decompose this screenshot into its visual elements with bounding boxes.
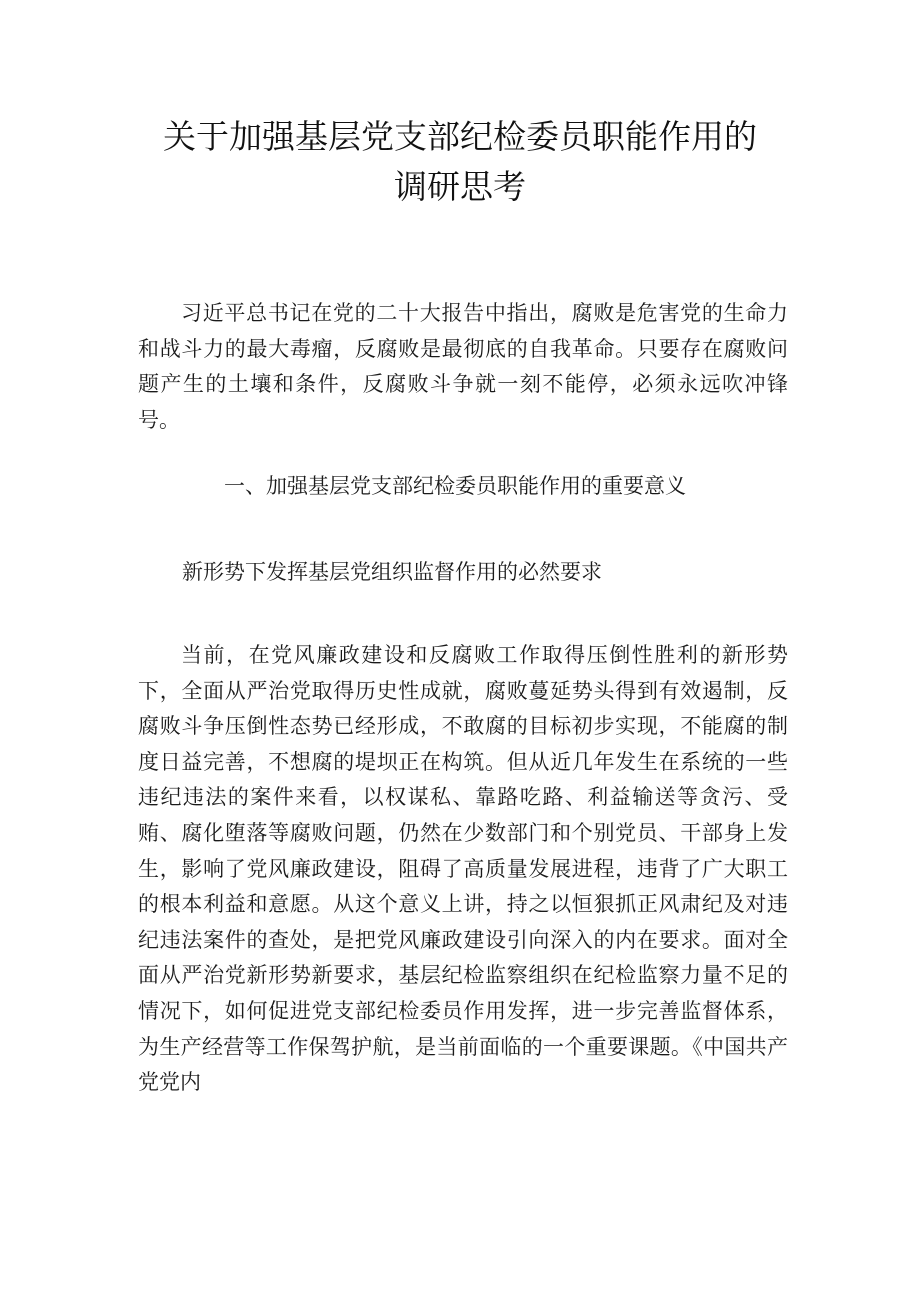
- document-title-line-1: 关于加强基层党支部纪检委员职能作用的: [163, 117, 757, 156]
- intro-paragraph: 习近平总书记在党的二十大报告中指出，腐败是危害党的生命力和战斗力的最大毒瘤，反腐败是最彻底的自我革命。只要存在腐败问题产生的土壤和条件，反腐败斗争就一刻不能停，必须永远吹冲锋号。: [138, 301, 788, 432]
- document-title-line-2: 调研思考: [394, 167, 526, 206]
- body-paragraph: 当前，在党风廉政建设和反腐败工作取得压倒性胜利的新形势下，全面从严治党取得历史性成就，腐败蔓延势头得到有效遏制，反腐败斗争压倒性态势已经形成，不敢腐的目标初步实现，不能腐的制度日益完善，不想腐的堤坝正在构筑。但从近几年发生在系统的一些违纪违法的案件来看，以权谋私、靠路吃路、利益输送等贪污、受贿、腐化堕落等腐败问题，仍然在少数部门和个别党员、干部身上发生，影响了党风廉政建设，阻碍了高质量发展进程，违背了广大职工的根本利益和意愿。从这个意义上讲，持之以恒狠抓正风肃纪及对违纪违法案件的查处，是把党风廉政建设引向深入的内在要求。面对全面从严治党新形势新要求，基层纪检监察组织在纪检监察力量不足的情况下，如何促进党支部纪检委员作用发挥，进一步完善监督体系，为生产经营等工作保驾护航，是当前面临的一个重要课题。《中国共产党党内: [138, 643, 788, 1095]
- subsection-heading: 新形势下发挥基层党组织监督作用的必然要求: [182, 560, 602, 584]
- section-heading: 一、加强基层党支部纪检委员职能作用的重要意义: [224, 474, 686, 498]
